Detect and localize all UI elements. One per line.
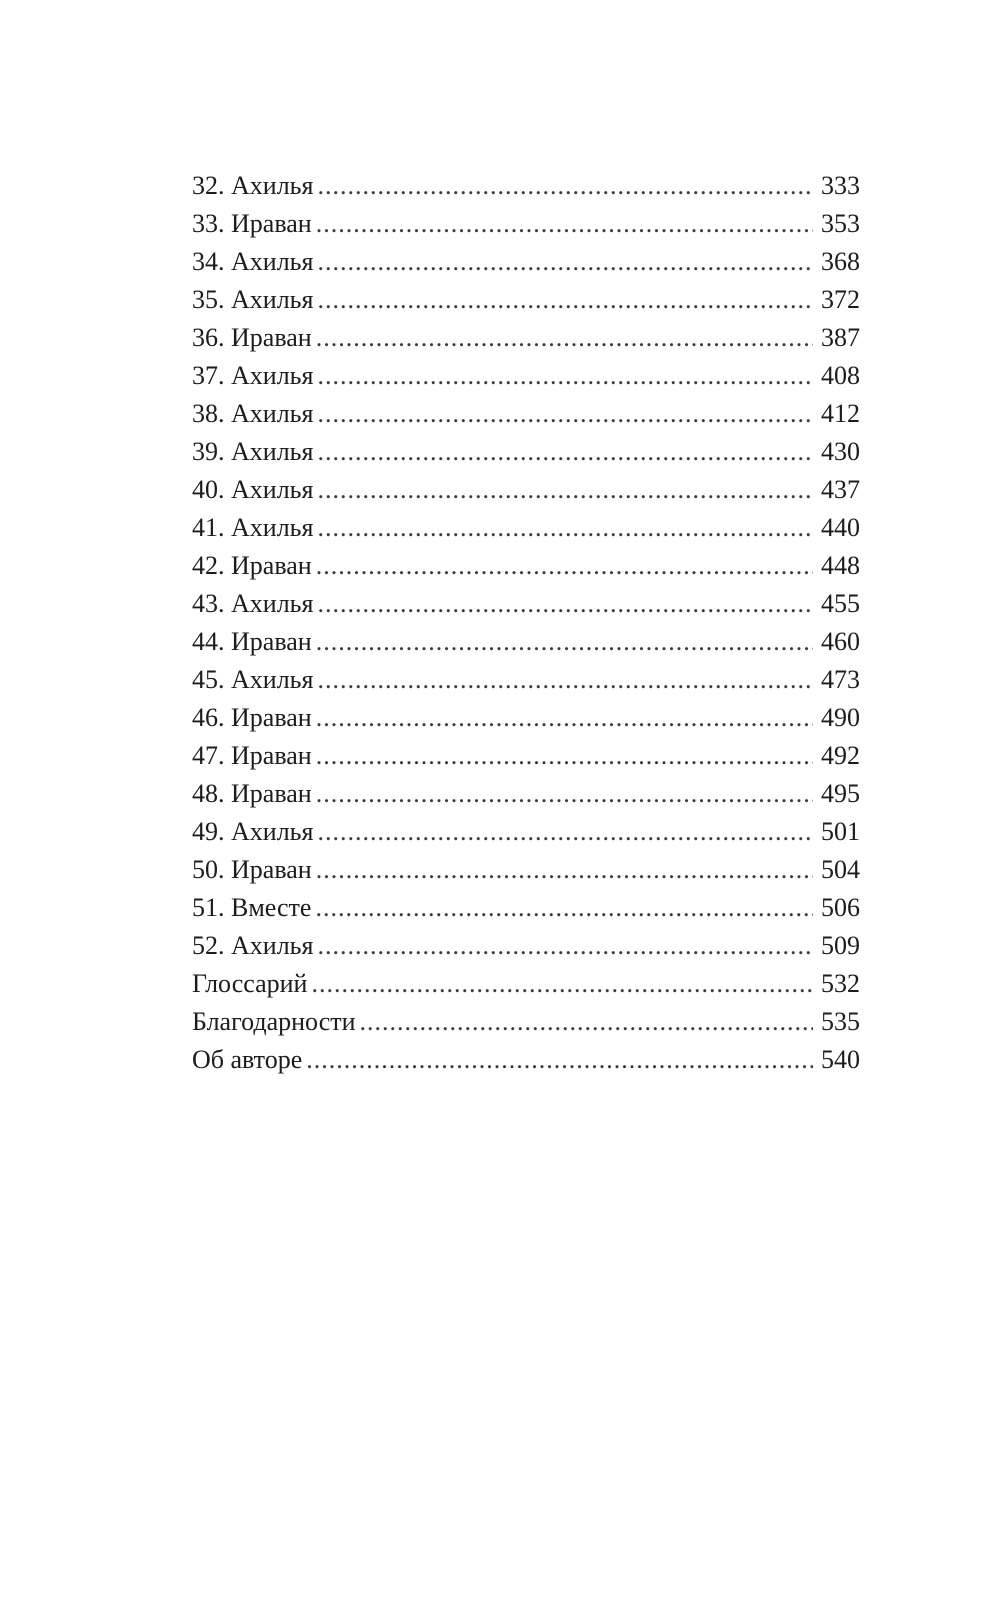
toc-entry-title: 35. Ахилья	[192, 285, 314, 314]
toc-entry-page: 473	[821, 665, 860, 694]
dot-leader	[311, 965, 813, 1003]
toc-entry-title: 49. Ахилья	[192, 817, 314, 846]
dot-leader	[317, 927, 813, 965]
toc-entry	[192, 281, 860, 319]
dot-leader	[360, 1003, 813, 1041]
dot-leader	[316, 699, 813, 737]
toc-entry-title: 48. Ираван	[192, 779, 312, 808]
toc-entry-page: 495	[821, 779, 860, 808]
toc-entry	[192, 319, 860, 357]
toc-entry	[192, 851, 860, 889]
toc-entry	[192, 395, 860, 433]
toc-entry-title: Благодарности	[192, 1007, 356, 1036]
toc-entry-title: 43. Ахилья	[192, 589, 314, 618]
toc-entry	[192, 775, 860, 813]
toc-entry	[192, 889, 860, 927]
toc-entry-page: 509	[821, 931, 860, 960]
toc-entry-page: 535	[821, 1007, 860, 1036]
toc-entry-title: 44. Ираван	[192, 627, 312, 656]
dot-leader	[306, 1041, 813, 1079]
toc-entry-title: 51. Вместе	[192, 893, 312, 922]
toc-entry-page: 455	[821, 589, 860, 618]
dot-leader	[317, 395, 813, 433]
dot-leader	[317, 357, 813, 395]
toc-entry	[192, 737, 860, 775]
toc-entry	[192, 471, 860, 509]
toc-entry-page: 440	[821, 513, 860, 542]
toc-entry	[192, 927, 860, 965]
toc-entry-title: 45. Ахилья	[192, 665, 314, 694]
toc-entry-page: 412	[821, 399, 860, 428]
dot-leader	[317, 281, 813, 319]
toc-entry-page: 387	[821, 323, 860, 352]
toc-entry-title: 37. Ахилья	[192, 361, 314, 390]
toc-entry-title: 38. Ахилья	[192, 399, 314, 428]
dot-leader	[316, 775, 813, 813]
toc-entry-page: 490	[821, 703, 860, 732]
toc-entry	[192, 509, 860, 547]
toc-entry	[192, 433, 860, 471]
dot-leader	[317, 661, 813, 699]
dot-leader	[317, 433, 813, 471]
dot-leader	[316, 547, 813, 585]
toc-entry-title: 34. Ахилья	[192, 247, 314, 276]
toc-entry-page: 408	[821, 361, 860, 390]
toc-entry	[192, 1003, 860, 1041]
toc-entry	[192, 661, 860, 699]
toc-entry-page: 372	[821, 285, 860, 314]
dot-leader	[317, 167, 813, 205]
dot-leader	[315, 889, 813, 927]
toc-entry-title: 46. Ираван	[192, 703, 312, 732]
dot-leader	[316, 623, 813, 661]
toc-entry	[192, 1041, 860, 1079]
dot-leader	[317, 243, 813, 281]
toc-entry	[192, 167, 860, 205]
toc-entry	[192, 699, 860, 737]
toc-entry-page: 504	[821, 855, 860, 884]
dot-leader	[316, 737, 813, 775]
dot-leader	[317, 471, 813, 509]
toc-entry-title: 42. Ираван	[192, 551, 312, 580]
toc-entry	[192, 547, 860, 585]
toc-entry-title: 33. Ираван	[192, 209, 312, 238]
dot-leader	[316, 205, 813, 243]
toc-entry-title: 47. Ираван	[192, 741, 312, 770]
toc-entry-title: 41. Ахилья	[192, 513, 314, 542]
toc-entry-page: 492	[821, 741, 860, 770]
toc-entry-page: 368	[821, 247, 860, 276]
table-of-contents	[192, 167, 860, 1079]
toc-entry-page: 540	[821, 1045, 860, 1074]
toc-entry-page: 532	[821, 969, 860, 998]
toc-entry-page: 506	[821, 893, 860, 922]
toc-entry-page: 437	[821, 475, 860, 504]
toc-entry	[192, 813, 860, 851]
dot-leader	[317, 585, 813, 623]
toc-entry	[192, 585, 860, 623]
dot-leader	[317, 509, 813, 547]
toc-entry-page: 333	[821, 171, 860, 200]
toc-entry-title: Глоссарий	[192, 969, 308, 998]
toc-entry-title: 39. Ахилья	[192, 437, 314, 466]
toc-entry	[192, 243, 860, 281]
toc-entry	[192, 357, 860, 395]
toc-entry	[192, 205, 860, 243]
toc-entry-title: 50. Ираван	[192, 855, 312, 884]
toc-entry-title: 40. Ахилья	[192, 475, 314, 504]
toc-entry-page: 460	[821, 627, 860, 656]
toc-entry-page: 430	[821, 437, 860, 466]
toc-entry	[192, 965, 860, 1003]
toc-entry-title: Об авторе	[192, 1045, 303, 1074]
dot-leader	[316, 319, 813, 357]
toc-entry-page: 501	[821, 817, 860, 846]
toc-entry-title: 32. Ахилья	[192, 171, 314, 200]
toc-entry-title: 36. Ираван	[192, 323, 312, 352]
dot-leader	[316, 851, 813, 889]
toc-entry-page: 353	[821, 209, 860, 238]
dot-leader	[317, 813, 813, 851]
toc-entry-page: 448	[821, 551, 860, 580]
toc-entry	[192, 623, 860, 661]
toc-entry-title: 52. Ахилья	[192, 931, 314, 960]
